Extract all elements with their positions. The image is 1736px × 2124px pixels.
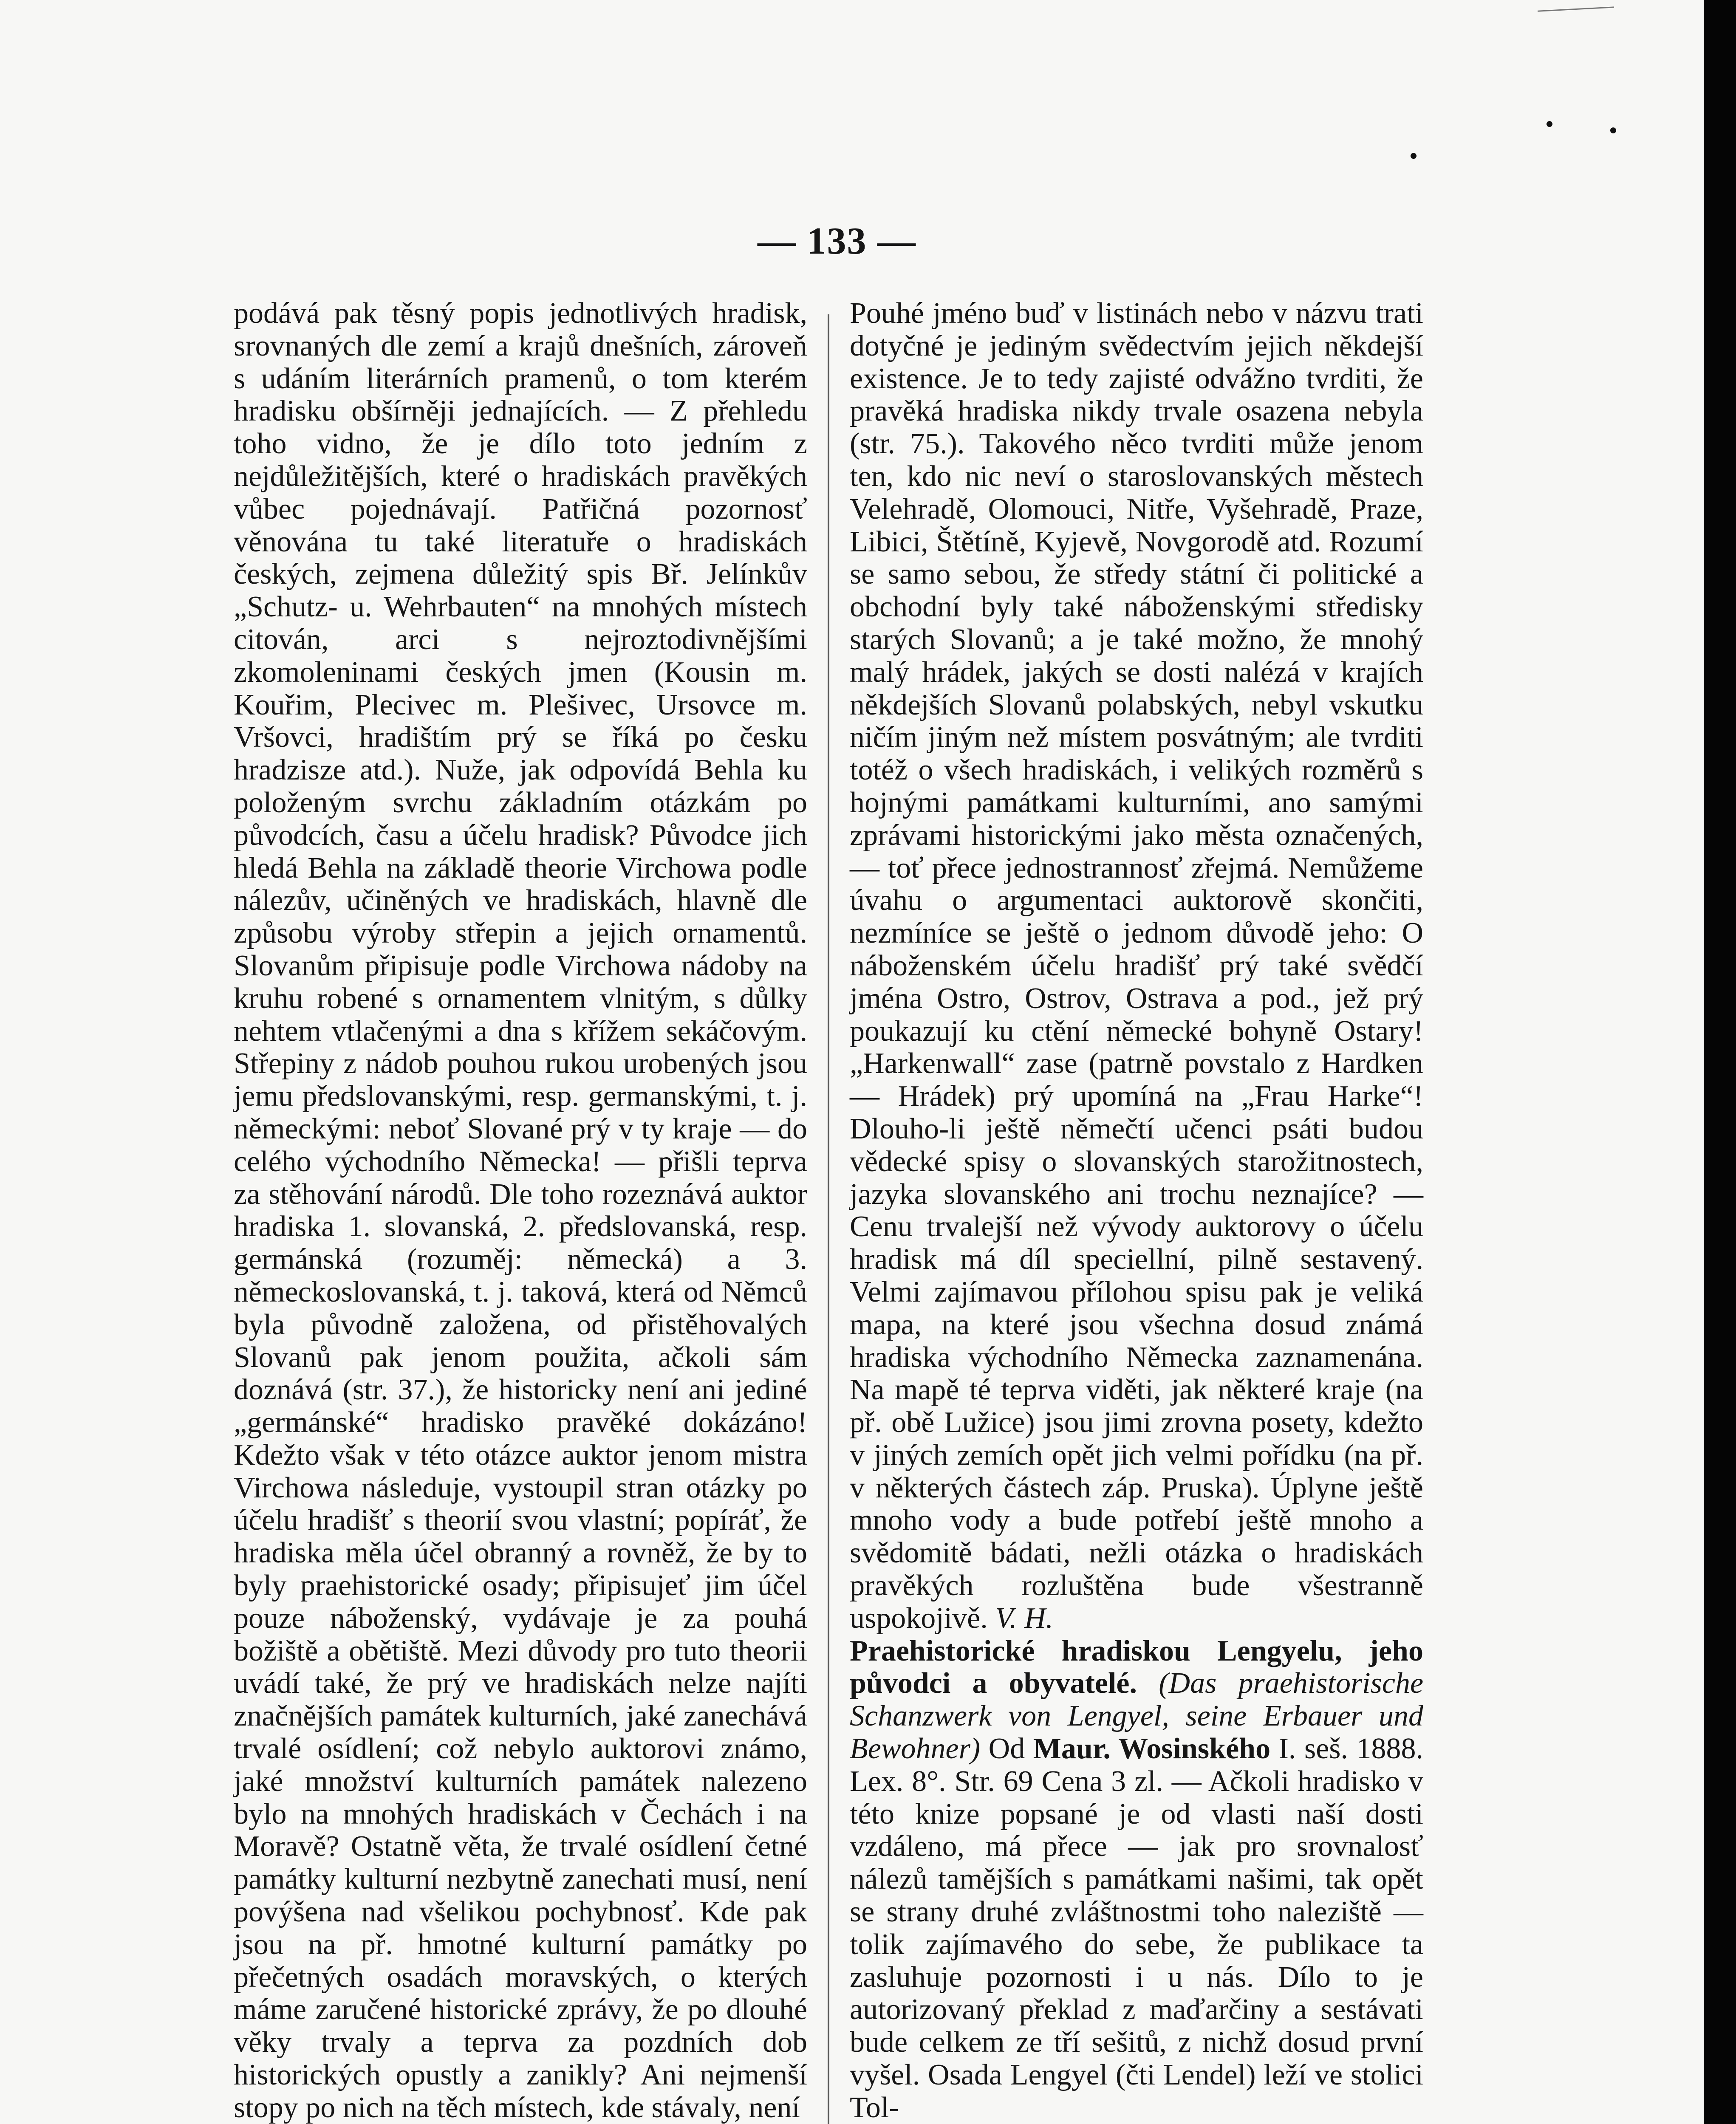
review-signature: V. H. [995,1601,1054,1635]
review-title: Praehistorické hradiskou Lengyelu, jeho původci a obyvatelé. [850,1634,1423,1700]
left-column-paragraph: podává pak těsný popis jednotlivých hradisk, srovnaných dle zemí a krajů dnešních, zároveň s udáním literárních pramenů, o tom kterém hradisku obšírněji jednajících. — Z přehledu toho vidno, že je dílo toto jedním z nejdůležitějších, které o hradiskách pravěkých vůbec pojednávají. Patřičná pozornosť věnována tu také literatuře o hradiskách českých, zejmena důležitý spis Bř. Jelínkův „Schutz- u. Wehrbauten“ na mnohých místech citován, arci s nejroztodivnějšími zkomoleninami českých jmen (Kousin m. Kouřim, Plecivec m. Plešivec, Ursovce m. Vršovci, hradištím prý se říká po česku hradzisze atd.). Nuže, jak odpovídá Behla ku položeným svrchu základním otázkám po původcích, času a účelu hradisk? Původce jich hledá Behla na základě theorie Virchowa podle nálezův, učiněných ve hradiskách, hlavně dle způsobu výroby střepin a jejich ornamentů. Slovanům připisuje podle Virchowa nádoby na kruhu robené s ornamentem vlnitým, s důlky nehtem vtlačenými a dna s křížem sekáčovým. Střepiny z nádob pouhou rukou urobených jsou jemu předslovanskými, resp. germanskými, t. j. německými: neboť Slované prý v ty kraje — do celého východního Německa! — přišli teprva za stěhování národů. Dle toho rozeznává auktor hradiska 1. slovanská, 2. předslovanská, resp. germánská (rozuměj: německá) a 3. německoslovanská, t. j. taková, která od Němců byla původně založena, od přistěhovalých Slovanů pak jenom použita, ačkoli sám doznává (str. 37.), že historicky není ani jediné „germánské“ hradisko pravěké dokázáno! Kdežto však v této otázce auktor jenom mistra Virchowa následuje, vystoupil stran otázky po účelu hradišť s theorií svou vlastní; popíráť, že hradiska měla účel obranný a rovněž, že by to byly praehistorické osady; připisujeť jim účel pouze náboženský, vydávaje je za pouhá božiště a obětiště. Mezi důvody pro tuto theorii uvádí také, že prý ve hradiskách nelze najíti značnějších památek kulturních, jaké zanechává trvalé osídlení; což nebylo auktorovi známo, jaké množství kulturních památek nalezeno bylo na mnohých hradiskách v Čechách i na Moravě? Ostatně věta, že trvalé osídlení četné památky kulturní nezbytně zanechati musí, není povýšena nad všelikou pochybnosť. Kde pak jsou na př. hmotné kulturní památky po přečetných osadách moravských, o kterých máme zaručené historické zprávy, že po dlouhé věky trvaly a teprva za pozdních dob historických opustly a zanikly? Ani nejmenší stopy po nich na těch místech, kde stávaly, není [234,297,807,2124]
author-prefix: Od [988,1732,1025,1765]
dust-speck [1610,127,1616,133]
scan-edge [1704,0,1736,2124]
right-column-paragraph-2: I. seš. 1888. Lex. 8°. Str. 69 Cena 3 zl. — Ačkoli hradisko v této knize popsané je od vlasti naší dosti vzdáleno, má přece — jak pro srovnalosť nálezů tamějších s památkami našimi, tak opět se strany druhé zvláštnostmi toho naleziště — tolik zajímavého do sebe, že publikace ta zasluhuje pozornosti i u nás. Dílo to je autorizovaný překlad z maďarčiny a sestávati bude celkem ze tří sešitů, z nichž dosud první vyšel. Osada Lengyel (čti Lendel) leží ve stolici Tol- [850,1732,1424,2124]
dust-speck [1411,153,1417,159]
review-author: Maur. Wosinského [1033,1732,1271,1765]
left-column [234,297,807,2124]
page-number-header: — 133 — [758,220,916,262]
right-column-paragraph-1 [850,297,1423,1635]
right-column-paragraph-1-text: Pouhé jméno buď v listinách nebo v názvu trati dotyčné je jediným svědectvím jejich někdejší existence. Je to tedy zajisté odvážno tvrditi, že pravěká hradiska nikdy trvale osazena nebyla (str. 75.). Takového něco tvrditi může jenom ten, kdo nic neví o staroslovanských městech Velehradě, Olomouci, Nitře, Vyšehradě, Praze, Libici, Štětíně, Kyjevě, Novgorodě atd. Rozumí se samo sebou, že středy státní či politické a obchodní byly také náboženskými středisky starých Slovanů; a je také možno, že mnohý malý hrádek, jakých se dosti nalézá v krajích někdejších Slovanů polabských, nebyl vskutku ničím jiným než místem posvátným; ale tvrditi totéž o všech hradiskách, i velikých rozměrů s hojnými památkami kulturními, ano samými zprávami historickými jako města označených, — toť přece jednostrannosť zřejmá. Nemůžeme úvahu o argumentaci auktorově skončiti, nezmíníce se ještě o jednom důvodě jeho: O náboženském účelu hradišť prý také svědčí jména Ostro, Ostrov, Ostrava a pod., jež prý poukazují ku ctění německé bohyně Ostary! „Harkenwall“ zase (patrně povstalo z Hardken — Hrádek) prý upomíná na „Frau Harke“! Dlouho-li ještě němečtí učenci psáti budou vědecké spisy o slovanských starožitnostech, jazyka slovanského ani trochu neznajíce? — Cenu trvalejší než vývody auktorovy o účelu hradisk má díl speciellní, pilně sestavený. Velmi zajímavou přílohou spisu pak je veliká mapa, na které jsou všechna dosud známá hradiska východního Německa zaznamenána. Na mapě té teprva viděti, jak některé kraje (na př. obě Lužice) jsou jimi zrovna posety, kdežto v jiných zemích opět jich velmi pořídku (na př. v některých částech záp. Pruska). Úplyne ještě mnoho vody a bude potřebí ještě mnoho a svědomitě bádati, nežli otázka o hradiskách pravěkých rozluštěna bude všestranně uspokojivě. [850,297,1423,1635]
column-divider [828,314,829,2124]
right-column [850,297,1423,2124]
review-heading-paragraph [850,1635,1423,2124]
review-subtitle: (Das praehistorische Schanzwerk von Lengyel, seine Erbauer und Bewohner) [850,1667,1424,1765]
dust-speck [1547,121,1552,127]
